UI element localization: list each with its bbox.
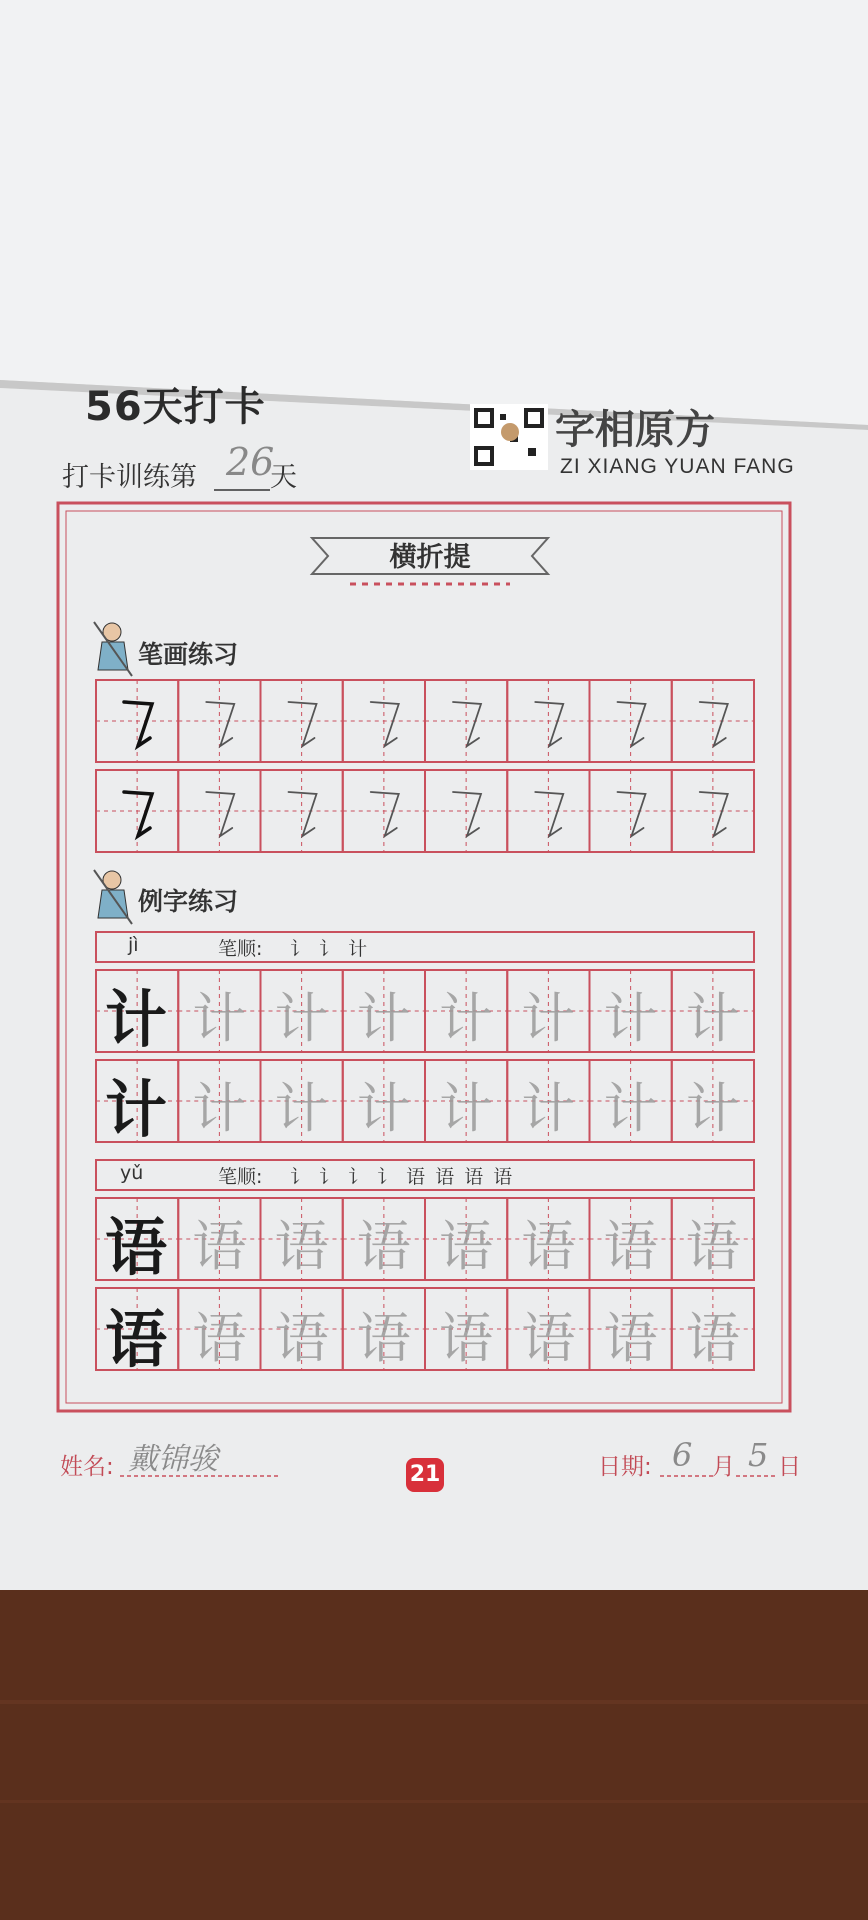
traced-char: 计 — [356, 1077, 411, 1140]
model-char-yu: 语 — [104, 1303, 167, 1376]
stroke-order-yu: 讠 讠 讠 讠 语 语 语 语 — [290, 1166, 515, 1188]
brand-logo-text: 字相原方 — [555, 407, 715, 453]
traced-char: 语 — [521, 1215, 576, 1278]
traced-char: 语 — [356, 1307, 411, 1370]
traced-char: 语 — [603, 1215, 658, 1278]
model-char-ji: 计 — [104, 1073, 167, 1146]
page-number-badge: 21 — [406, 1458, 444, 1492]
turned-page — [0, 0, 868, 425]
name-label: 姓名: — [60, 1454, 114, 1480]
traced-char: 语 — [685, 1307, 740, 1370]
traced-char: 计 — [685, 1077, 740, 1140]
traced-char: 语 — [192, 1307, 247, 1370]
date-label: 日期: — [598, 1454, 652, 1480]
pinyin-ji: jì — [128, 934, 139, 956]
traced-char: 语 — [192, 1215, 247, 1278]
traced-char: 计 — [274, 1077, 329, 1140]
model-char-yu: 语 — [104, 1211, 167, 1284]
traced-char: 语 — [521, 1307, 576, 1370]
table-grain — [0, 1700, 868, 1704]
date-month-handwritten: 6 — [672, 1436, 693, 1474]
wooden-table — [0, 1590, 868, 1920]
traced-char: 计 — [603, 987, 658, 1050]
model-char-ji: 计 — [104, 983, 167, 1056]
name-handwritten: 戴锦骏 — [128, 1442, 218, 1477]
traced-char: 语 — [685, 1215, 740, 1278]
qr-code — [470, 404, 548, 470]
brand-pinyin: ZI XIANG YUAN FANG — [560, 455, 795, 478]
training-day-handwritten: 26 — [226, 440, 275, 484]
day-label: 日 — [778, 1454, 801, 1480]
traced-char: 计 — [356, 987, 411, 1050]
traced-char: 计 — [685, 987, 740, 1050]
traced-char: 语 — [439, 1215, 493, 1278]
traced-char: 语 — [274, 1215, 329, 1278]
stroke-order-label: 笔顺: — [218, 1166, 263, 1188]
training-prefix: 打卡训练第 — [62, 462, 197, 493]
traced-char: 语 — [274, 1307, 329, 1370]
date-day-handwritten: 5 — [748, 1436, 769, 1474]
lesson-title: 横折提 — [389, 542, 471, 573]
traced-char: 计 — [439, 987, 493, 1050]
traced-char: 语 — [439, 1307, 493, 1370]
campaign-title: 56天打卡 — [85, 384, 266, 430]
traced-char: 计 — [521, 1077, 576, 1140]
stroke-section-heading: 笔画练习 — [138, 640, 239, 669]
traced-char: 计 — [192, 1077, 247, 1140]
traced-char: 计 — [274, 987, 329, 1050]
traced-char: 语 — [603, 1307, 658, 1370]
traced-char: 计 — [439, 1077, 493, 1140]
month-label: 月 — [712, 1454, 735, 1480]
traced-char: 计 — [603, 1077, 658, 1140]
stroke-order-label: 笔顺: — [218, 938, 263, 960]
training-suffix: 天 — [270, 462, 297, 493]
example-section-heading: 例字练习 — [138, 887, 239, 916]
stroke-order-ji: 讠 讠 计 — [290, 938, 370, 960]
table-grain — [0, 1800, 868, 1803]
traced-char: 计 — [192, 987, 247, 1050]
traced-char: 语 — [356, 1215, 411, 1278]
pinyin-yu: yǔ — [120, 1162, 144, 1184]
traced-char: 计 — [521, 987, 576, 1050]
